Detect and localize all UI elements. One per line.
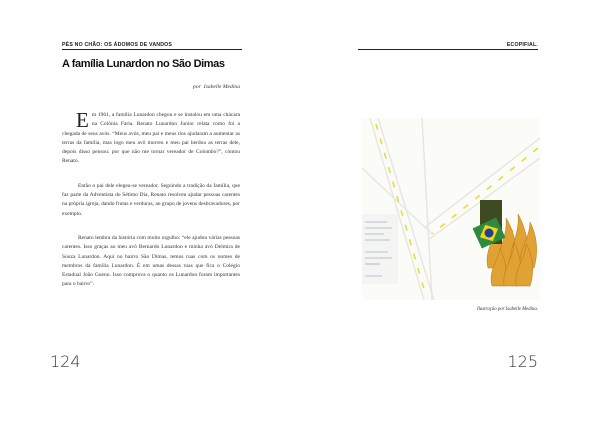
illustration — [362, 118, 540, 300]
page-number: 124 — [50, 352, 81, 371]
byline-prefix: por — [193, 84, 201, 90]
paragraph: Renato lembra da história com muito orgulho: “ele ajudou várias pessoas carentes. Isso graças ao meu avô Bernardo Lunardon e minha avó Delmira de Souza Lunardon. Aqui no bairro São Dimas, temos ruas com os nomes de membros da família Lunardon. É em umas dessas ruas que fica o Colégio Estadual João Gueno. Isso comprova o quanto os Lunardon foram importantes para o bairro”. — [62, 234, 240, 288]
illustration-caption: Ilustração por Isabelle Medina. — [476, 307, 538, 312]
header-rule — [358, 49, 538, 50]
byline — [62, 84, 240, 90]
running-head: PÉS NO CHÃO: OS ÁDOMOS DE VANDOS — [62, 42, 173, 48]
byline-author: Isabelle Medina — [203, 84, 240, 90]
article-title: A família Lunardon no São Dimas — [62, 58, 225, 70]
drop-cap: E — [76, 108, 89, 132]
page-number: 125 — [507, 352, 538, 371]
running-head: ECOPIFIAL. — [506, 42, 538, 48]
header-rule — [62, 49, 242, 50]
paragraph-text: m 1961, a família Lunardon chegou e se instalou em uma chácara na Colônia Faria. Renato Lunardon Junior relata como foi a chegada de seus avós. “Meus avós, meu pai e meus tios ajudaram a aumentar as terras da família, mas logo meu avô morreu e meu pai herdou as terras dele, depois disso pensou: por que não me tornar vereador de Colombo?”, contou Renato. — [62, 112, 240, 165]
right-page — [300, 0, 600, 423]
handwritten-note — [362, 214, 398, 284]
paragraph: Então o pai dele elegeu-se vereador. Seguindo a tradição da família, que faz parte da Adventista do Sétimo Dia, Renato resolveu ajudar pessoas carentes na própria igreja, dando frutas e verduras, ao grupo de jovens desbravadores, por exemplo. — [62, 182, 240, 217]
paragraph — [62, 108, 240, 167]
article-body — [62, 108, 240, 305]
